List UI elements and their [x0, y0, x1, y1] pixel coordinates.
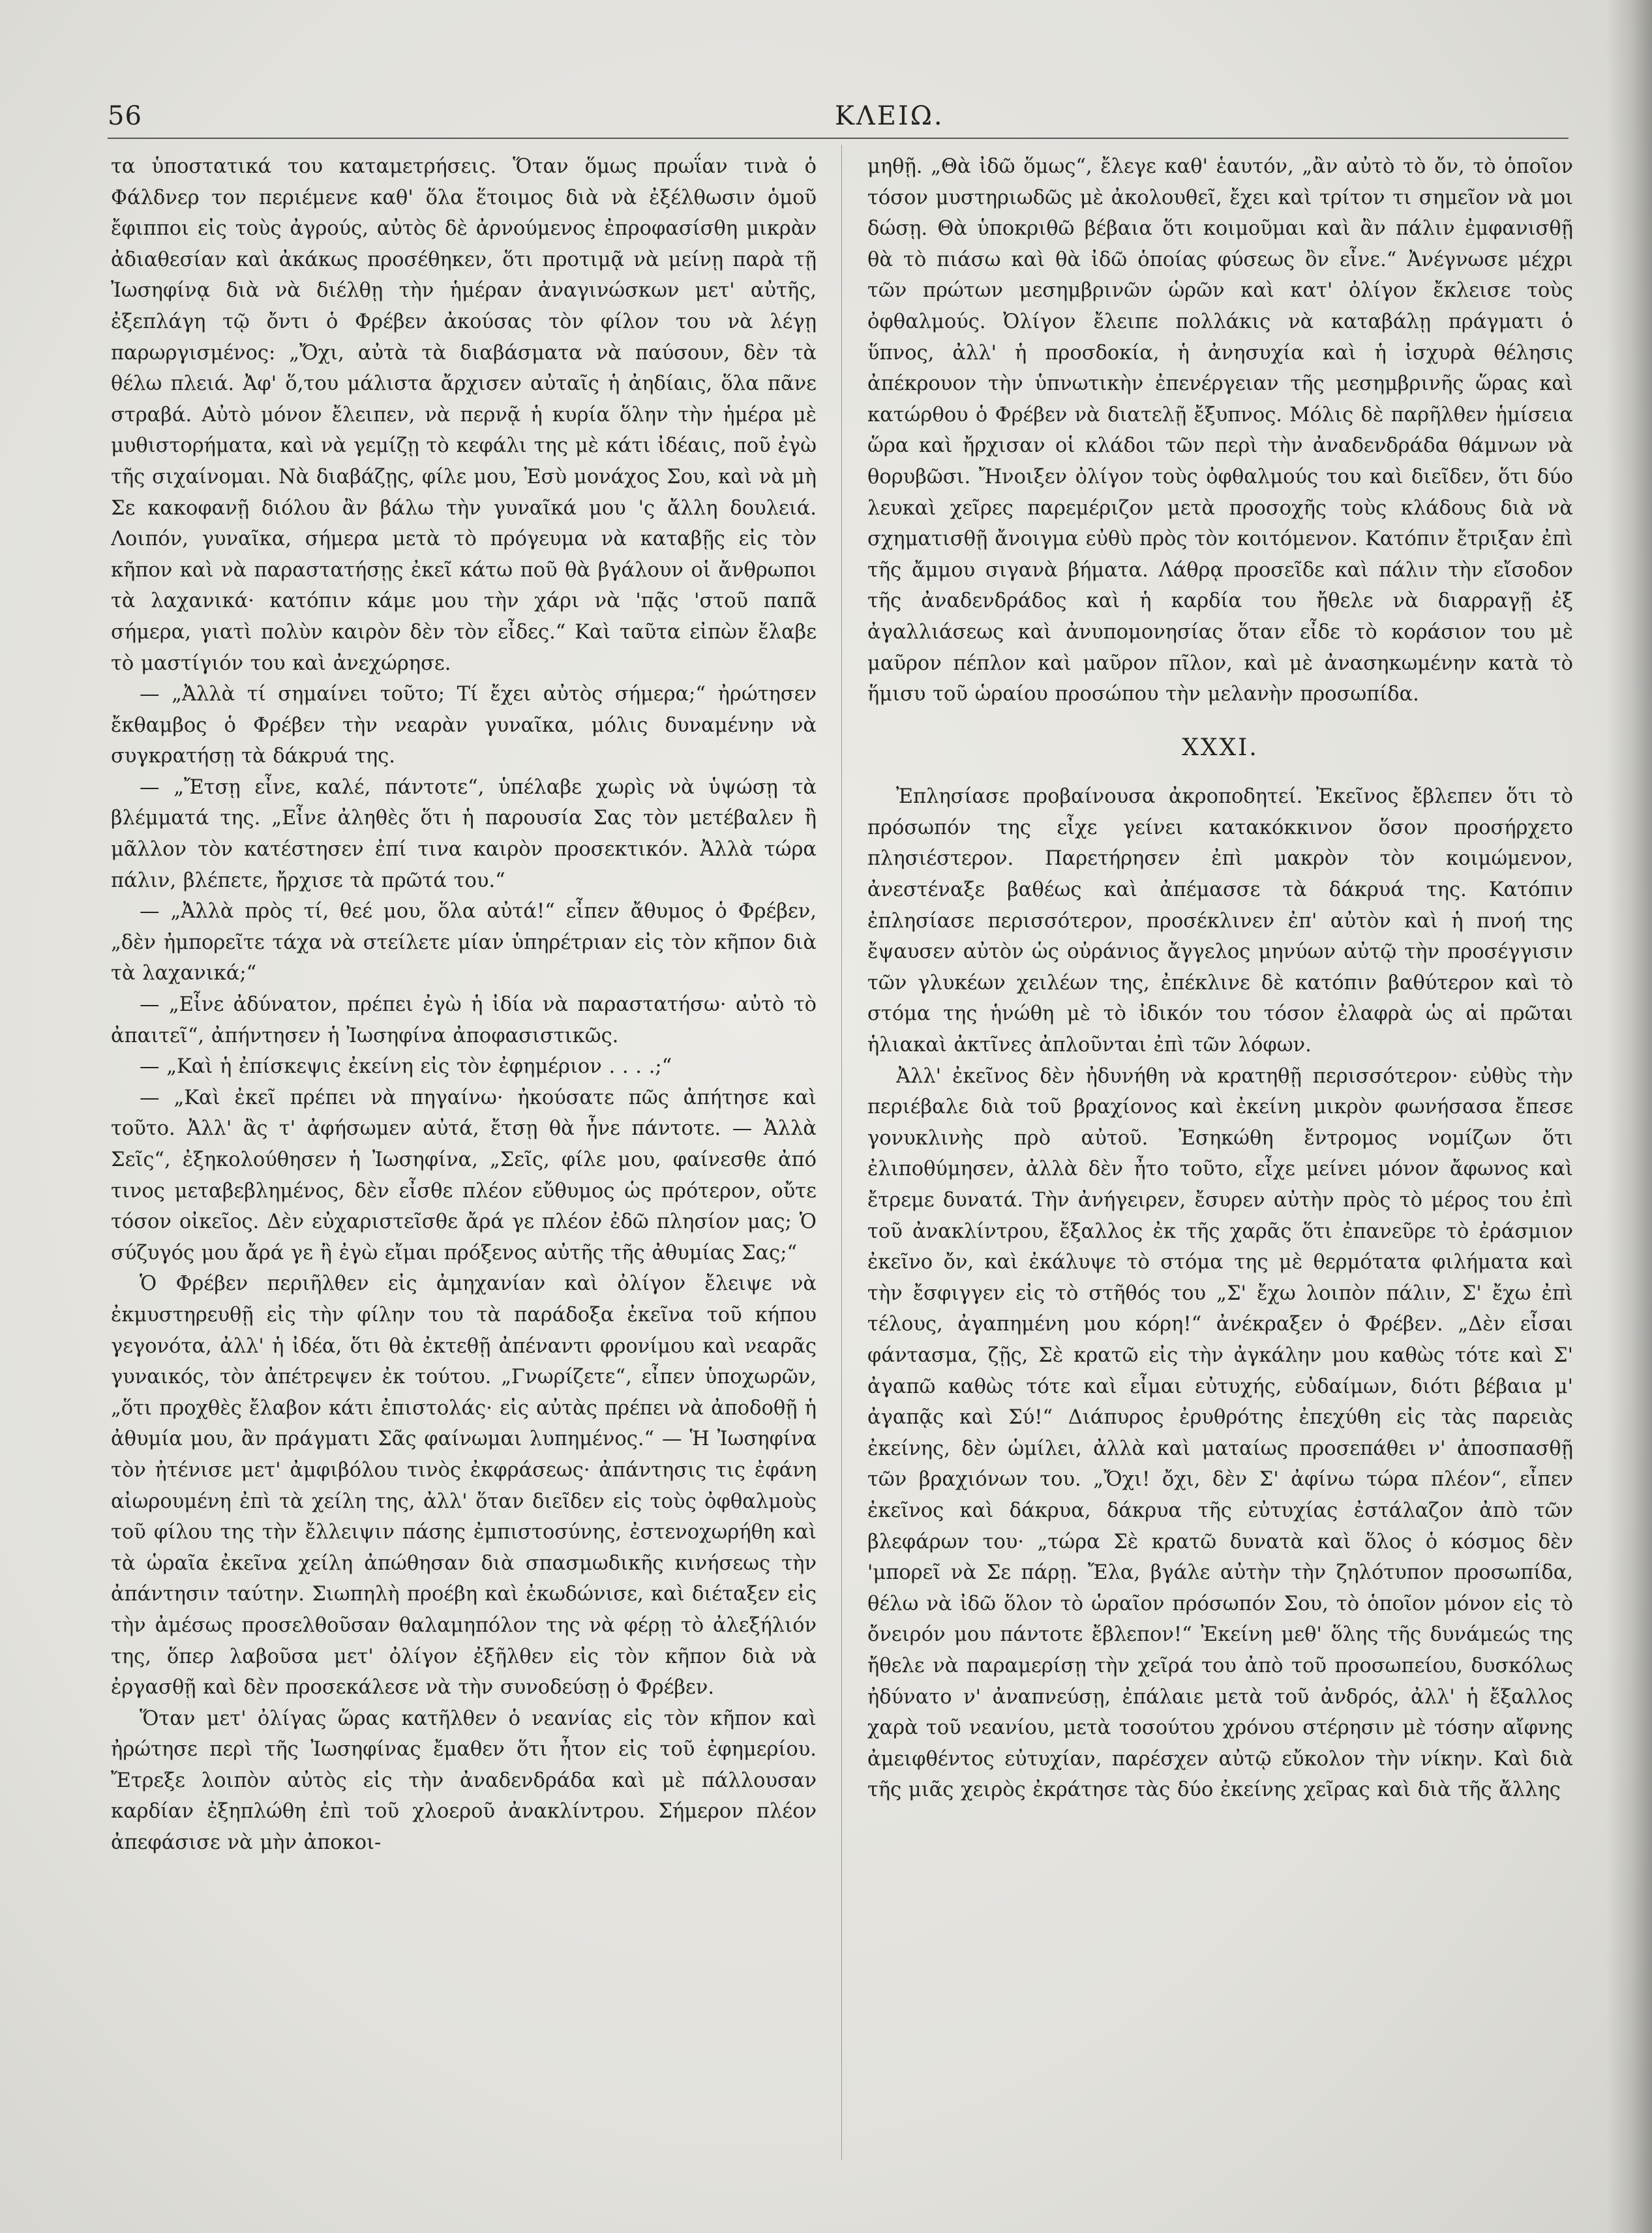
- page-number: 56: [108, 101, 142, 131]
- paragraph: — „Καὶ ἡ ἐπίσκεψις ἐκείνη εἰς τὸν ἐφημέριον . . . .;“: [140, 1055, 672, 1079]
- paragraph: τα ὑποστατικά του καταμετρήσεις. Ὅταν ὅμως πρωΐαν τινὰ ὁ Φάλδνερ τον περιέμενε καθ' ὅλα ἕτοιμος διὰ νὰ ἐξέλθωσιν ὁμοῦ ἔφιπποι εἰς τοὺς ἀγρούς, αὐτὸς δὲ ἀρνούμενος ἐπροφασίσθη μικρὰν ἀδιαθεσίαν καὶ ἀκάκως προσέθηκεν, ὅτι προτιμᾷ νὰ μείνῃ παρὰ τῇ Ἰωσηφίνᾳ διὰ νὰ διέλθῃ τὴν ἡμέραν ἀναγινώσκων μετ' αὐτῆς, ἐξεπλάγη τῷ ὄντι ὁ Φρέβεν ἀκούσας τὸν φίλον του νὰ λέγῃ παρωργισμένος: „Ὄχι, αὐτὰ τὰ διαβάσματα νὰ παύσουν, δὲν τὰ θέλω πλειά. Ἀφ' ὅ,του μάλιστα ἄρχισεν αὐταῖς ἡ ἀηδίαις, ὅλα πᾶνε στραβά. Αὐτὸ μόνον ἔλειπεν, νὰ περνᾷ ἡ κυρία ὅλην τὴν ἡμέρα μὲ μυθιστορήματα, καὶ νὰ γεμίζῃ τὸ κεφάλι της μὲ κάτι ἰδέαις, ποῦ ἐγὼ τῆς σιχαίνομαι. Νὰ διαβάζῃς, φίλε μου, Ἐσὺ μονάχος Σου, καὶ νὰ μὴ Σε κακοφανῇ διόλου ἂν βάλω τὴν γυναῖκά μου 'ς ἄλλη δουλειά. Λοιπόν, γυναῖκα, σήμερα μετὰ τὸ πρόγευμα νὰ καταβῇς εἰς τὸν κῆπον καὶ νὰ παραστατήσῃς ἐκεῖ κάτω ποῦ θὰ βγάλουν οἱ ἄνθρωποι τὰ λαχανικά· κατόπιν κάμε μου τὴν χάρι νὰ 'πᾷς 'στοῦ παπᾶ σήμερα, γιατὶ πολὺν καιρὸν δὲν τὸν εἶδες.“ Καὶ ταῦτα εἰπὼν ἔλαβε τὸ μαστίγιόν του καὶ ἀνεχώρησε.: [111, 155, 817, 675]
- paragraph: Ὁ Φρέβεν περιῆλθεν εἰς ἀμηχανίαν καὶ ὀλίγον ἔλειψε νὰ ἐκμυστηρευθῇ εἰς τὴν φίλην του τὰ παράδοξα ἐκεῖνα τοῦ κήπου γεγονότα, ἀλλ' ἡ ἰδέα, ὅτι θὰ ἐκτεθῇ ἀπέναντι φρονίμου καὶ νεαρᾶς γυναικός, τὸν ἀπέτρεψεν ἐκ τούτου. „Γνωρίζετε“, εἶπεν ὑποχωρῶν, „ὅτι προχθὲς ἔλαβον κάτι ἐπιστολάς· εἰς αὐτὰς πρέπει νὰ ἀποδοθῇ ἡ ἀθυμία μου, ἂν πράγματι Σᾶς φαίνωμαι λυπημένος.“ — Ἡ Ἰωσηφίνα τὸν ἠτένισε μετ' ἀμφιβόλου τινὸς ἐκφράσεως· ἀπάντησις τις ἐφάνη αἰωρουμένη ἐπὶ τὰ χείλη της, ἀλλ' ὅταν διεῖδεν εἰς τοὺς ὀφθαλμοὺς τοῦ φίλου της τὴν ἔλλειψιν πάσης ἐμπιστοσύνης, ἐστενοχωρήθη καὶ τὰ ὡραῖα ἐκεῖνα χείλη ἀπώθησαν διὰ σπασμωδικῆς κινήσεως τὴν ἀπάντησιν ταύτην. Σιωπηλὴ προέβη καὶ ἐκωδώνισε, καὶ διέταξεν εἰς τὴν ἀμέσως προσελθοῦσαν θαλαμηπόλον της νὰ φέρῃ τὸ ἀλεξήλιόν της, ὅπερ λαβοῦσα μετ' ὀλίγον ἐξῆλθεν εἰς τὸν κῆπον διὰ νὰ ἐργασθῇ καὶ δὲν προσεκάλεσε νὰ τὴν συνοδεύσῃ ὁ Φρέβεν.: [111, 1272, 817, 1700]
- chapter-heading: XXXI.: [1182, 734, 1259, 761]
- binding-shadow: [1606, 0, 1652, 2233]
- paragraph: — „Καὶ ἐκεῖ πρέπει νὰ πηγαίνω· ἠκούσατε πῶς ἀπήτησε καὶ τοῦτο. Ἀλλ' ἂς τ' ἀφήσωμεν αὐτά, ἔτσῃ θὰ ἦνε πάντοτε. — Ἀλλὰ Σεῖς“, ἐξηκολούθησεν ἡ Ἰωσηφίνα, „Σεῖς, φίλε μου, φαίνεσθε ἀπό τινος μεταβεβλημένος, δὲν εἶσθε πλέον εὔθυμος ὡς πρότερον, οὔτε τόσον οἰκεῖος. Δὲν εὐχαριστεῖσθε ἄρά γε πλέον ἐδῶ πλησίον μας; Ὁ σύζυγός μου ἄρά γε ἢ ἐγὼ εἴμαι πρόξενος αὐτῆς τῆς ἀθυμίας Σας;“: [111, 1086, 817, 1265]
- paragraph: Ἐπλησίασε προβαίνουσα ἀκροποδητεί. Ἐκεῖνος ἔβλεπεν ὅτι τὸ πρόσωπόν της εἶχε γείνει κατακόκκινον ὅσον προσήρχετο πλησιέστερον. Παρετήρησεν ἐπὶ μακρὸν τὸν κοιμώμενον, ἀνεστέναξε βαθέως καὶ ἀπέμασσε τὰ δάκρυά της. Κατόπιν ἐπλησίασε περισσότερον, προσέκλινεν ἐπ' αὐτὸν καὶ ἡ πνοή της ἔψαυσεν αὐτὸν ὡς οὐράνιος ἄγγελος μηνύων αὐτῷ τὴν προσέγγισιν τῶν γλυκέων χειλέων της, ἐπέκλινε δὲ κατόπιν βαθύτερον καὶ τὸ στόμα της ἡνώθη μὲ τὸ ἰδικόν του τόσον ἐλαφρὰ ὡς αἱ πρῶται ἡλιακαὶ ἀκτῖνες ἀπλοῦνται ἐπὶ τῶν λόφων.: [867, 785, 1573, 1057]
- running-head: [108, 88, 1569, 134]
- paragraph: — „Εἶνε ἀδύνατον, πρέπει ἐγὼ ἡ ἰδία νὰ παραστατήσω· αὐτὸ τὸ ἀπαιτεῖ“, ἀπήντησεν ἡ Ἰωσηφίνα ἀποφασιστικῶς.: [111, 993, 817, 1047]
- paragraph: — „Ἔτσῃ εἶνε, καλέ, πάντοτε“, ὑπέλαβε χωρὶς νὰ ὑψώσῃ τὰ βλέμματά της. „Εἶνε ἀληθὲς ὅτι ἡ παρουσία Σας τὸν μετέβαλεν ἢ μᾶλλον τὸν κατέστησεν ἐπί τινα καιρὸν προσεκτικόν. Ἀλλὰ τώρα πάλιν, βλέπετε, ἤρχισε τὰ πρῶτά του.“: [111, 775, 817, 892]
- paragraph: — „Ἀλλὰ πρὸς τί, θεέ μου, ὅλα αὐτά!“ εἶπεν ἄθυμος ὁ Φρέβεν, „δὲν ἠμπορεῖτε τάχα νὰ στείλετε μίαν ὑπηρέτριαν εἰς τὸν κῆπον διὰ τὰ λαχανικά;“: [111, 900, 817, 985]
- header-rule: [108, 138, 1569, 139]
- paragraph: Ὅταν μετ' ὀλίγας ὥρας κατῆλθεν ὁ νεανίας εἰς τὸν κῆπον καὶ ἠρώτησε περὶ τῆς Ἰωσηφίνας ἔμαθεν ὅτι ἦτον εἰς τοῦ ἐφημερίου. Ἔτρεξε λοιπὸν αὐτὸς εἰς τὴν ἀναδενδράδα καὶ μὲ πάλλουσαν καρδίαν ἐξηπλώθη ἐπὶ τοῦ χλοεροῦ ἀνακλίντρου. Σήμερον πλέον ἀπεφάσισε νὰ μὴν ἀποκοι-: [111, 1707, 817, 1855]
- column-divider: [841, 145, 842, 2160]
- paragraph: Ἀλλ' ἐκεῖνος δὲν ἠδυνήθη νὰ κρατηθῇ περισσότερον· εὐθὺς τὴν περιέβαλε διὰ τοῦ βραχίονος καὶ ἐκείνη μικρὸν φωνήσασα ἔπεσε γονυκλινὴς πρὸ αὐτοῦ. Ἐσηκώθη ἔντρομος νομίζων ὅτι ἐλιποθύμησεν, ἀλλὰ δὲν ἦτο τοῦτο, εἶχε μείνει μόνον ἄφωνος καὶ ἔτρεμε δυνατά. Τὴν ἀνήγειρεν, ἔσυρεν αὐτὴν πρὸς τὸ μέρος του ἐπὶ τοῦ ἀνακλίντρου, ἔξαλλος ἐκ τῆς χαρᾶς ὅτι ἐπανεῦρε τὸ ἐράσμιον ἐκεῖνο ὄν, καὶ ἐκάλυψε τὸ στόμα της μὲ θερμότατα φιλήματα καὶ τὴν ἔσφιγγεν εἰς τὸ στῆθός του „Σ' ἔχω λοιπὸν πάλιν, Σ' ἔχω ἐπὶ τέλους, ἀγαπημένη μου κόρη!“ ἀνέκραξεν ὁ Φρέβεν. „Δὲν εἶσαι φάντασμα, ζῇς, Σὲ κρατῶ εἰς τὴν ἀγκάλην μου καθὼς τότε καὶ Σ' ἀγαπῶ καθὼς τότε καὶ εἶμαι εὐτυχής, εὐδαίμων, διότι βέβαια μ' ἀγαπᾷς καὶ Σύ!“ Διάπυρος ἐρυθρότης ἐπεχύθη εἰς τὰς παρειὰς ἐκείνης, δὲν ὡμίλει, ἀλλὰ καὶ ματαίως προσεπάθει ν' ἀποσπασθῇ τῶν βραχιόνων του. „Ὄχι! ὄχι, δὲν Σ' ἀφίνω τώρα πλέον“, εἶπεν ἐκεῖνος καὶ δάκρυα, δάκρυα τῆς εὐτυχίας ἐστάλαζον ἀπὸ τῶν βλεφάρων του· „τώρα Σὲ κρατῶ δυνατὰ καὶ ὅλος ὁ κόσμος δὲν 'μπορεῖ νὰ Σε πάρῃ. Ἔλα, βγάλε αὐτὴν τὴν ζηλότυπον προσωπίδα, θέλω νὰ ἰδῶ ὅλον τὸ ὡραῖον πρόσωπόν Σου, τὸ ὁποῖον μόνον εἰς τὸ ὄνειρόν μου πάντοτε ἔβλεπον!“ Ἐκείνη μεθ' ὅλης τῆς δυνάμεώς της ἤθελε νὰ παραμερίσῃ τὴν χεῖρά του ἀπὸ τοῦ προσωπείου, δυσκόλως ἠδύνατο ν' ἀναπνεύσῃ, ἐπάλαιε μετὰ τοῦ ἀνδρός, ἀλλ' ἡ ἔξαλλος χαρὰ τοῦ νεανίου, μετὰ τοσούτου χρόνου στέρησιν μὲ τόσην αἴφνης ἀμειφθέντος εὐτυχίαν, παρέσχεν αὐτῷ εὔκολον τὴν νίκην. Καὶ διὰ τῆς μιᾶς χειρὸς ἐκράτησε τὰς δύο ἐκείνης χεῖρας καὶ διὰ τῆς ἄλλης: [867, 1064, 1573, 1802]
- left-column: [111, 151, 817, 2153]
- right-column: [867, 151, 1573, 2153]
- paragraph: — „Ἀλλὰ τί σημαίνει τοῦτο; Τί ἔχει αὐτὸς σήμερα;“ ἠρώτησεν ἔκθαμβος ὁ Φρέβεν τὴν νεαρὰν γυναῖκα, μόλις δυναμένην νὰ συγκρατήσῃ τὰ δάκρυά της.: [111, 683, 817, 768]
- journal-title: ΚΛΕΙΩ.: [835, 101, 944, 131]
- paragraph: μηθῇ. „Θὰ ἰδῶ ὅμως“, ἔλεγε καθ' ἑαυτόν, „ἂν αὐτὸ τὸ ὄν, τὸ ὁποῖον τόσον μυστηριωδῶς μὲ ἀκολουθεῖ, ἔχει καὶ τρίτον τι σημεῖον νὰ μοι δώσῃ. Θὰ ὑποκριθῶ βέβαια ὅτι κοιμοῦμαι καὶ ἂν πάλιν ἐμφανισθῇ θὰ τὸ πιάσω καὶ θὰ ἰδῶ ὁποίας φύσεως ὂν εἶνε.“ Ἀνέγνωσε μέχρι τῶν πρώτων μεσημβρινῶν ὡρῶν καὶ κατ' ὀλίγον ἔκλεισε τοὺς ὀφθαλμούς. Ὀλίγον ἔλειπε πολλάκις νὰ καταβάλῃ πράγματι ὁ ὕπνος, ἀλλ' ἡ προσδοκία, ἡ ἀνησυχία καὶ ἡ ἰσχυρὰ θέλησις ἀπέκρουον τὴν ὑπνωτικὴν ἐπενέργειαν τῆς μεσημβρινῆς ὥρας καὶ κατώρθου ὁ Φρέβεν νὰ διατελῇ ἔξυπνος. Μόλις δὲ παρῆλθεν ἡμίσεια ὥρα καὶ ἤρχισαν οἱ κλάδοι τῶν περὶ τὴν ἀναδενδράδα θάμνων νὰ θορυβῶσι. Ἤνοιξεν ὀλίγον τοὺς ὀφθαλμούς του καὶ διεῖδεν, ὅτι δύο λευκαὶ χεῖρες παρεμέριζον μετὰ προσοχῆς τοὺς κλάδους διὰ νὰ σχηματισθῇ ἄνοιγμα εὐθὺ πρὸς τὸν κοιτόμενον. Κατόπιν ἔτριξαν ἐπὶ τῆς ἄμμου σιγανὰ βήματα. Λάθρᾳ προσεῖδε καὶ πάλιν τὴν εἴσοδον τῆς ἀναδενδράδος καὶ ἡ καρδία του ἤθελε νὰ διαρραγῇ ἐξ ἀγαλλιάσεως καὶ ἀνυπομονησίας ὅταν εἶδε τὸ κοράσιον του μὲ μαῦρον πέπλον καὶ μαῦρον πῖλον, καὶ μὲ ἀνασηκωμένην κατὰ τὸ ἥμισυ τοῦ ὡραίου προσώπου τὴν μελανὴν προσωπίδα.: [867, 155, 1573, 706]
